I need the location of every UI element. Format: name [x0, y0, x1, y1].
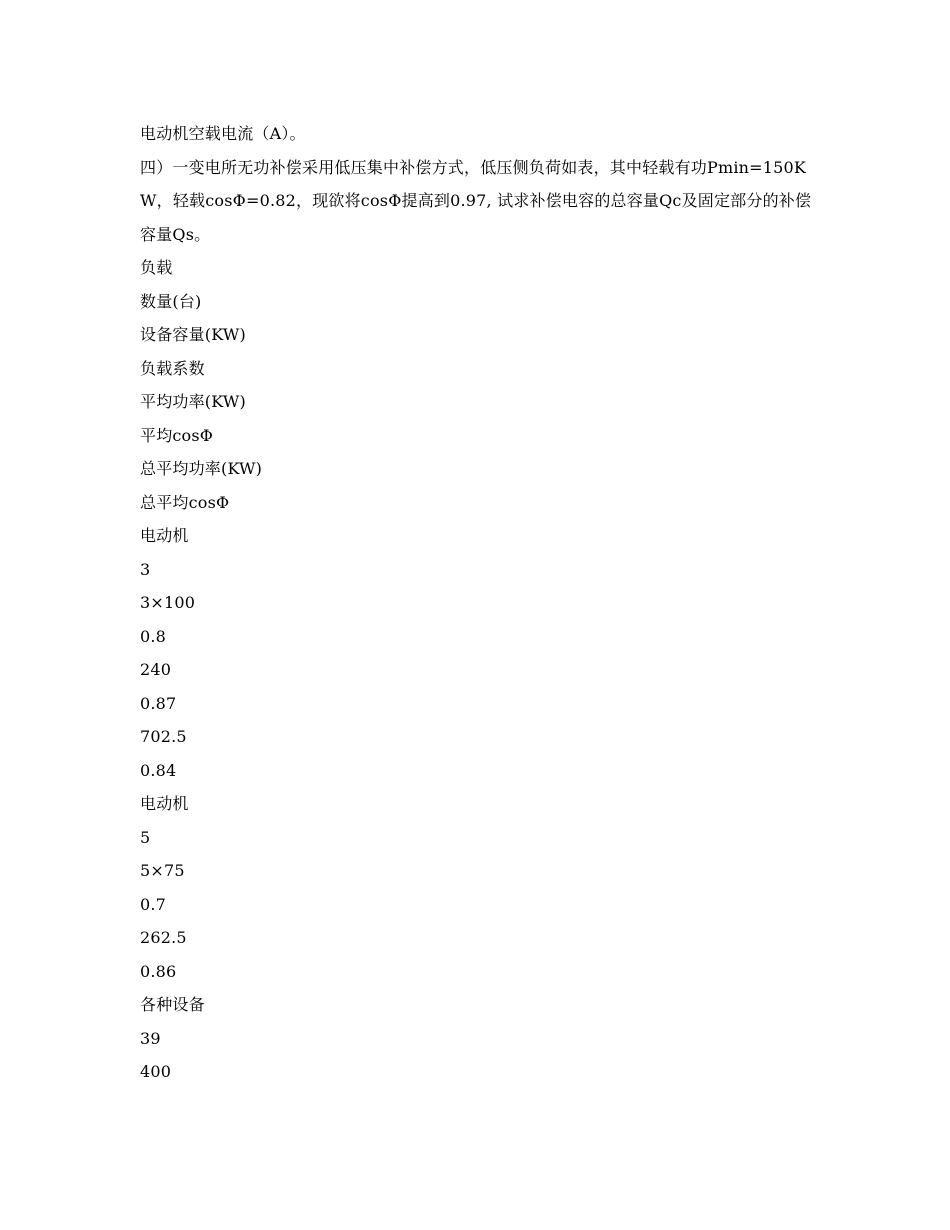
list-item: 负载系数	[140, 358, 205, 378]
list-item: 5×75	[140, 861, 185, 880]
list-item: 3×100	[140, 593, 196, 612]
list-item: 各种设备	[140, 995, 205, 1014]
list-item: 240	[140, 660, 172, 679]
list-item: 0.87	[140, 693, 177, 713]
list-item: 总平均cosΦ	[140, 492, 230, 512]
list-item: 设备容量(KW)	[140, 325, 246, 344]
list-item: 0.7	[140, 894, 167, 914]
list-item: 262.5	[140, 928, 187, 947]
table-text-list	[140, 251, 815, 1089]
list-item: 0.86	[140, 961, 177, 981]
list-item: 总平均功率(KW)	[140, 459, 263, 478]
list-item: 702.5	[140, 727, 187, 746]
list-item: 平均功率(KW)	[140, 392, 246, 411]
list-item: 负载	[140, 258, 173, 277]
document-content	[140, 117, 815, 1089]
list-item: 数量(台)	[140, 291, 202, 311]
list-item: 电动机	[140, 526, 189, 545]
problem-paragraph: 四）一变电所无功补偿采用低压集中补偿方式，低压侧负荷如表，其中轻载有功Pmin=150KW，轻载cosΦ=0.82，现欲将cosΦ提高到0.97, 试求补偿电容的总容量Qc及固定部分的补偿容量Qs。	[140, 157, 812, 244]
list-item: 39	[140, 1028, 161, 1048]
list-item: 0.8	[140, 626, 167, 646]
list-item: 5	[140, 827, 151, 847]
list-item: 400	[140, 1062, 172, 1081]
list-item: 平均cosΦ	[140, 425, 214, 445]
list-item: 电动机	[140, 794, 189, 813]
list-item: 3	[140, 559, 151, 579]
list-item: 0.84	[140, 760, 177, 780]
text-line: 电动机空载电流（A）。	[140, 124, 306, 143]
